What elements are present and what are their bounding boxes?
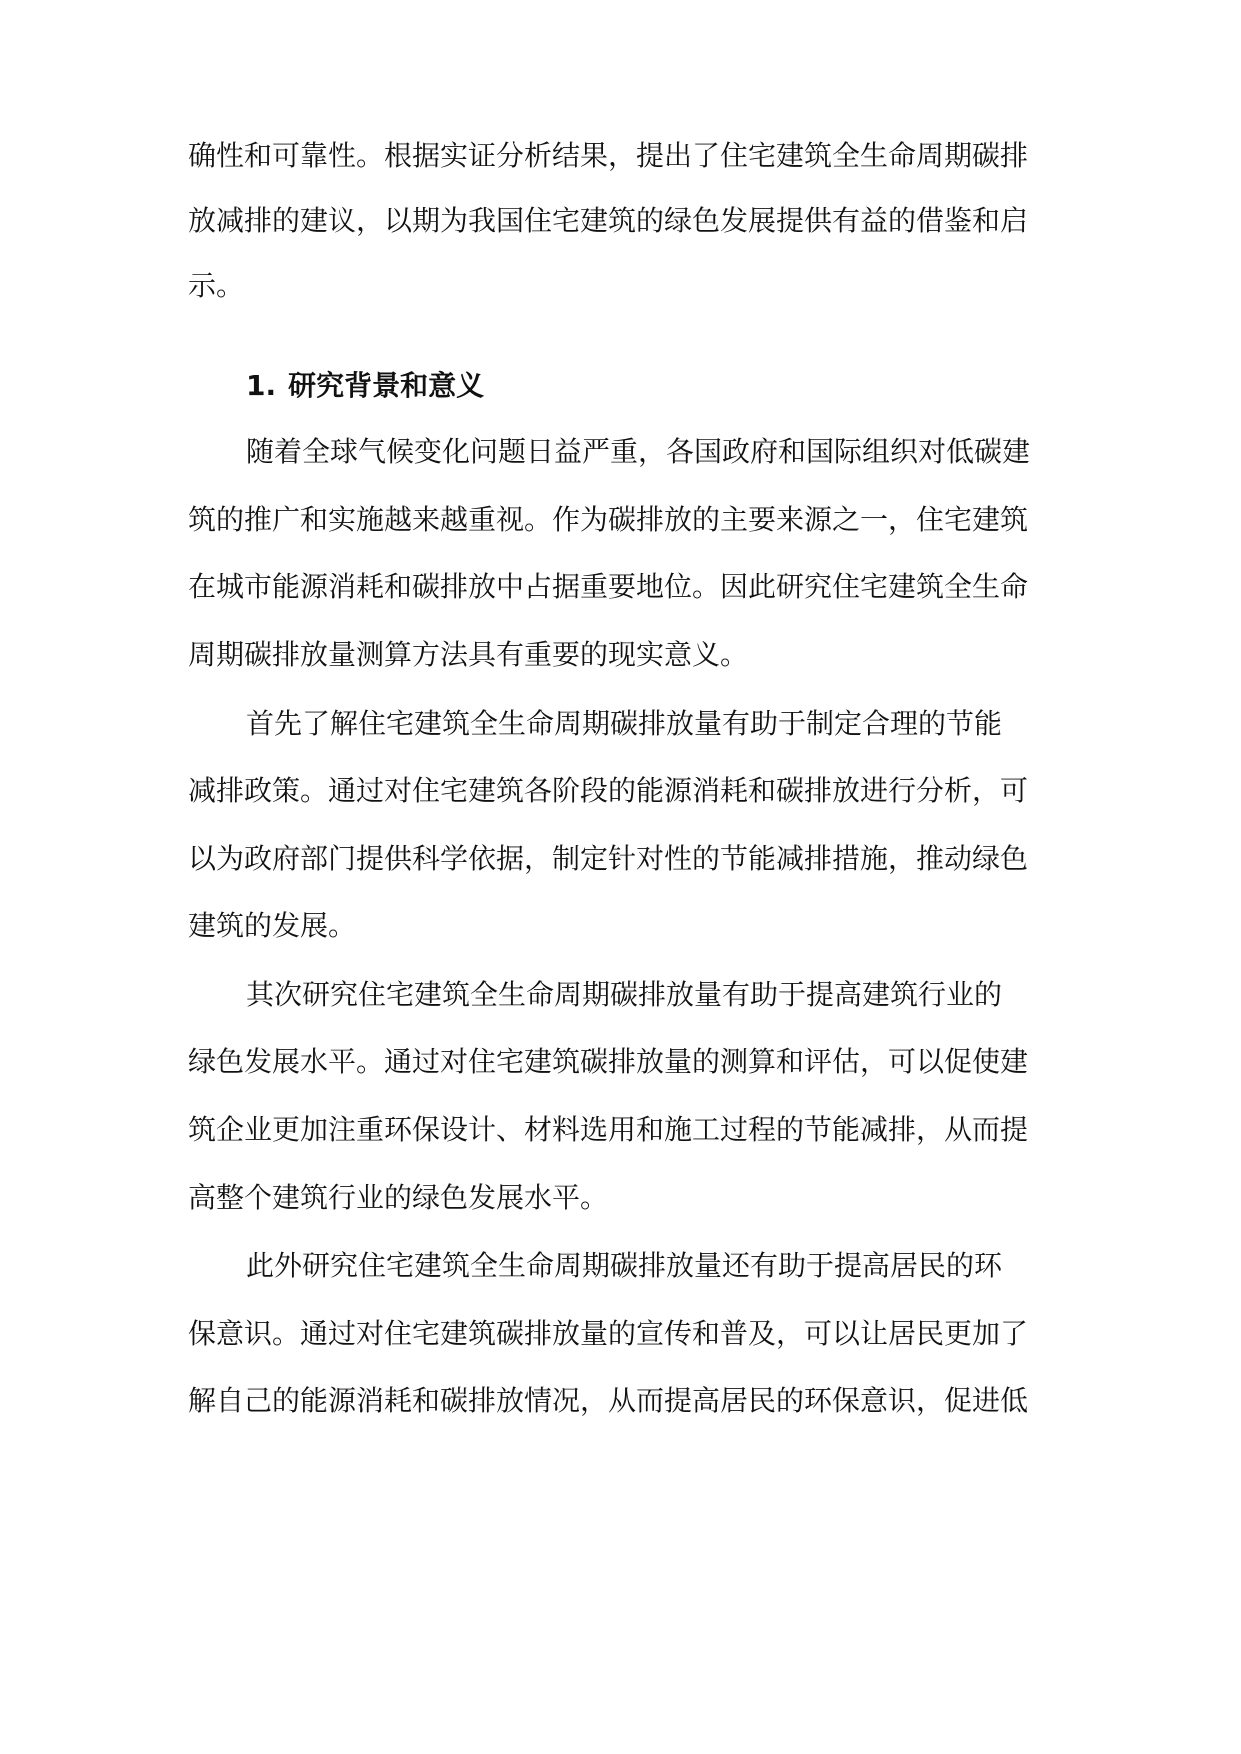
- paragraph-2-line-4: 建筑的发展。: [188, 909, 357, 942]
- intro-line-1: 确性和可靠性。根据实证分析结果，提出了住宅建筑全生命周期碳排: [188, 139, 1029, 172]
- paragraph-4-line-1: 此外研究住宅建筑全生命周期碳排放量还有助于提高居民的环: [246, 1249, 1003, 1282]
- paragraph-1-line-4: 周期碳排放量测算方法具有重要的现实意义。: [188, 638, 749, 671]
- paragraph-1-line-1: 随着全球气候变化问题日益严重，各国政府和国际组织对低碳建: [246, 435, 1031, 468]
- paragraph-3-line-2: 绿色发展水平。通过对住宅建筑碳排放量的测算和评估，可以促使建: [188, 1045, 1029, 1078]
- paragraph-2-line-2: 减排政策。通过对住宅建筑各阶段的能源消耗和碳排放进行分析，可: [188, 774, 1029, 807]
- section-title: 研究背景和意义: [288, 369, 485, 402]
- paragraph-4-line-3: 解自己的能源消耗和碳排放情况，从而提高居民的环保意识，促进低: [188, 1384, 1029, 1417]
- paragraph-3-line-3: 筑企业更加注重环保设计、材料选用和施工过程的节能减排，从而提: [188, 1113, 1029, 1146]
- paragraph-2-line-3: 以为政府部门提供科学依据，制定针对性的节能减排措施，推动绿色: [188, 842, 1029, 875]
- intro-line-3: 示。: [188, 269, 245, 302]
- paragraph-3-line-4: 高整个建筑行业的绿色发展水平。: [188, 1181, 609, 1214]
- intro-line-2: 放减排的建议，以期为我国住宅建筑的绿色发展提供有益的借鉴和启: [188, 204, 1029, 237]
- paragraph-4-line-2: 保意识。通过对住宅建筑碳排放量的宣传和普及，可以让居民更加了: [188, 1317, 1029, 1350]
- paragraph-1-line-2: 筑的推广和实施越来越重视。作为碳排放的主要来源之一，住宅建筑: [188, 503, 1029, 536]
- paragraph-3-line-1: 其次研究住宅建筑全生命周期碳排放量有助于提高建筑行业的: [246, 978, 1003, 1011]
- section-heading: [246, 366, 484, 406]
- paragraph-1-line-3: 在城市能源消耗和碳排放中占据重要地位。因此研究住宅建筑全生命: [188, 570, 1029, 603]
- paragraph-2-line-1: 首先了解住宅建筑全生命周期碳排放量有助于制定合理的节能: [246, 707, 1003, 740]
- section-number: 1.: [246, 369, 277, 402]
